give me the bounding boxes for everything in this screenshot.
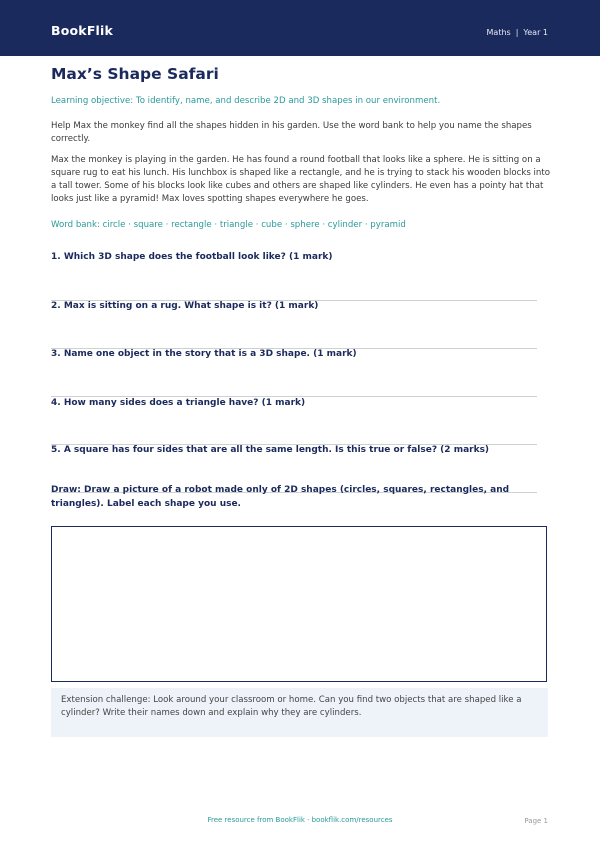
footer-resource-link[interactable]: Free resource from BookFlik · bookflik.com/resources <box>207 816 393 824</box>
question-5: 5. A square has four sides that are all the same length. Is this true or false? (2 marks) <box>51 445 490 455</box>
page-number: Page 1 <box>524 817 548 825</box>
meta-separator: | <box>515 28 519 37</box>
header-bar <box>0 0 600 56</box>
subject-year-label <box>487 28 548 37</box>
brand-logo[interactable]: BookFlik <box>51 23 114 38</box>
subject-label: Maths <box>486 28 511 37</box>
question-3: 3. Name one object in the story that is a 3D shape. (1 mark) <box>51 349 357 359</box>
instructions-text: Help Max the monkey find all the shapes hidden in his garden. Use the word bank to help you name the shapes correctly. <box>51 121 532 144</box>
word-bank: Word bank: circle · square · rectangle · triangle · cube · sphere · cylinder · pyramid <box>51 220 406 230</box>
learning-objective: Learning objective: To identify, name, and describe 2D and 3D shapes in our environment. <box>51 96 441 106</box>
answer-line-3[interactable] <box>51 396 537 397</box>
question-2: 2. Max is sitting on a rug. What shape is it? (1 mark) <box>51 301 319 311</box>
question-1: 1. Which 3D shape does the football look like? (1 mark) <box>51 252 333 262</box>
year-label: Year 1 <box>523 28 548 37</box>
page-title: Max’s Shape Safari <box>51 65 219 83</box>
extension-challenge: Extension challenge: Look around your classroom or home. Can you find two objects that are shaped like a cylinder? Write their names down and explain why they are cylinders. <box>51 688 548 737</box>
question-4: 4. How many sides does a triangle have? (1 mark) <box>51 398 306 408</box>
story-text: Max the monkey is playing in the garden. He has found a round football that looks like a sphere. He is sitting on a square rug to eat his lunch. His lunchbox is shaped like a rectangle, and he is trying to stack his wooden blocks into a tall tower. Some of his blocks look like cubes and others are shaped like cylinders. He even has a pointy hat that looks just like a pyramid! Max loves spotting shapes everywhere he goes. <box>51 155 550 204</box>
drawing-area[interactable] <box>51 526 547 682</box>
draw-task: Draw: Draw a picture of a robot made only of 2D shapes (circles, squares, rectangles, and triangles). Label each shape you use. <box>51 485 510 509</box>
